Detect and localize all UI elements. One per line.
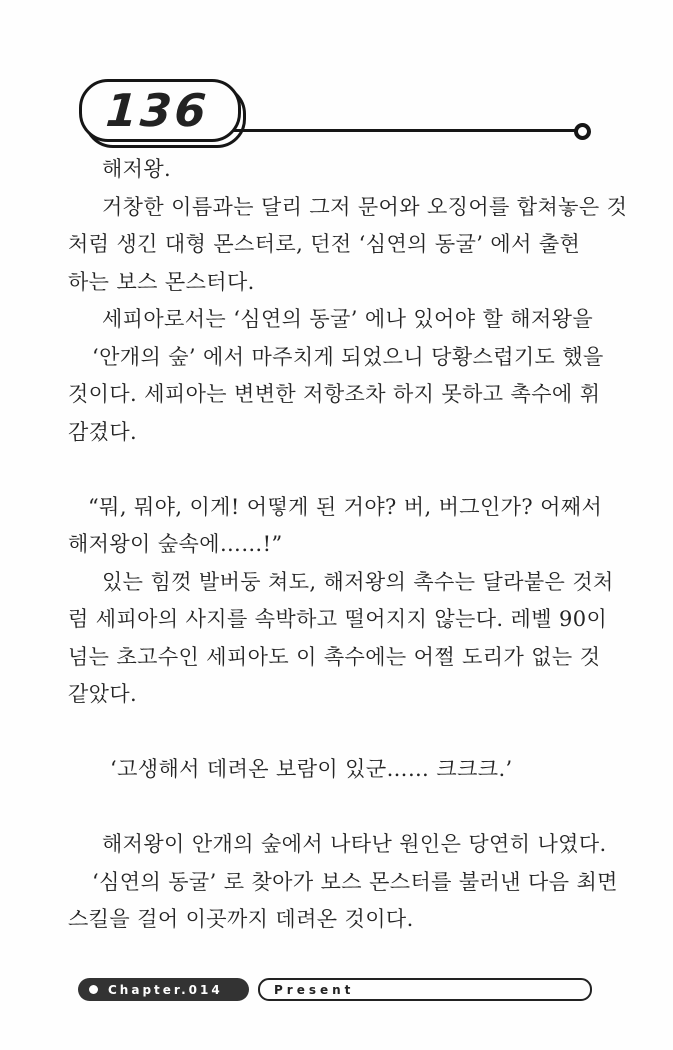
present-label: Present bbox=[274, 982, 355, 997]
text-line: 럼 세피아의 사지를 속박하고 떨어지지 않는다. 레벨 90이 bbox=[68, 607, 608, 631]
paragraph bbox=[68, 151, 609, 189]
paragraph bbox=[68, 301, 609, 451]
text-line: 처럼 생긴 대형 몬스터로, 던전 ‘심연의 동굴’ 에서 출현 bbox=[68, 232, 581, 256]
ring-icon bbox=[574, 123, 591, 140]
chapter-label: Chapter.014 bbox=[108, 982, 223, 997]
text-line: ‘안개의 숲’ 에서 마주치게 되었으니 당황스럽기도 했을 bbox=[92, 344, 604, 369]
text-block bbox=[68, 151, 628, 939]
footer bbox=[0, 978, 673, 1002]
page-number: 136 bbox=[103, 84, 211, 137]
paragraph bbox=[68, 864, 618, 939]
text-line: 것이다. 세피아는 변변한 저항조차 하지 못하고 촉수에 휘 bbox=[68, 382, 601, 406]
text-line: 있는 힘껏 발버둥 쳐도, 해저왕의 촉수는 달라붙은 것처 bbox=[102, 569, 614, 594]
text-line: 해저왕. bbox=[102, 157, 172, 181]
page-number-badge bbox=[79, 79, 241, 142]
paragraph bbox=[68, 564, 614, 714]
text-line: 세피아로서는 ‘심연의 동굴’ 에나 있어야 할 해저왕을 bbox=[102, 307, 594, 331]
text-line: 스킬을 걸어 이곳까지 데려온 것이다. bbox=[68, 907, 414, 931]
present-pill bbox=[258, 978, 592, 1001]
paragraph bbox=[68, 489, 609, 564]
text-line: 거창한 이름과는 달리 그저 문어와 오징어를 합쳐놓은 것 bbox=[102, 194, 628, 219]
text-line: 넘는 초고수인 세피아도 이 촉수에는 어쩔 도리가 없는 것 bbox=[68, 644, 601, 669]
blank-line bbox=[68, 789, 609, 827]
chapter-pill bbox=[78, 978, 249, 1001]
header-rule bbox=[233, 129, 577, 132]
paragraph bbox=[68, 826, 609, 864]
blank-line bbox=[68, 714, 609, 752]
text-line: ‘심연의 동굴’ 로 찾아가 보스 몬스터를 불러낸 다음 최면 bbox=[92, 869, 618, 894]
paragraph bbox=[68, 189, 628, 302]
text-line: 감겼다. bbox=[68, 419, 138, 444]
bullet-dot-icon bbox=[89, 985, 98, 994]
text-line: 해저왕이 숲속에……!” bbox=[68, 532, 283, 556]
text-line: 하는 보스 몬스터다. bbox=[68, 269, 255, 294]
text-line: ‘고생해서 데려온 보람이 있군…… 크크크.’ bbox=[110, 757, 513, 781]
paragraph bbox=[68, 751, 609, 789]
text-line: “뭐, 뭐야, 이게! 어떻게 된 거야? 버, 버그인가? 어째서 bbox=[88, 494, 603, 519]
text-line: 해저왕이 안개의 숲에서 나타난 원인은 당연히 나였다. bbox=[102, 832, 607, 856]
text-line: 같았다. bbox=[68, 682, 138, 706]
blank-line bbox=[68, 451, 609, 489]
